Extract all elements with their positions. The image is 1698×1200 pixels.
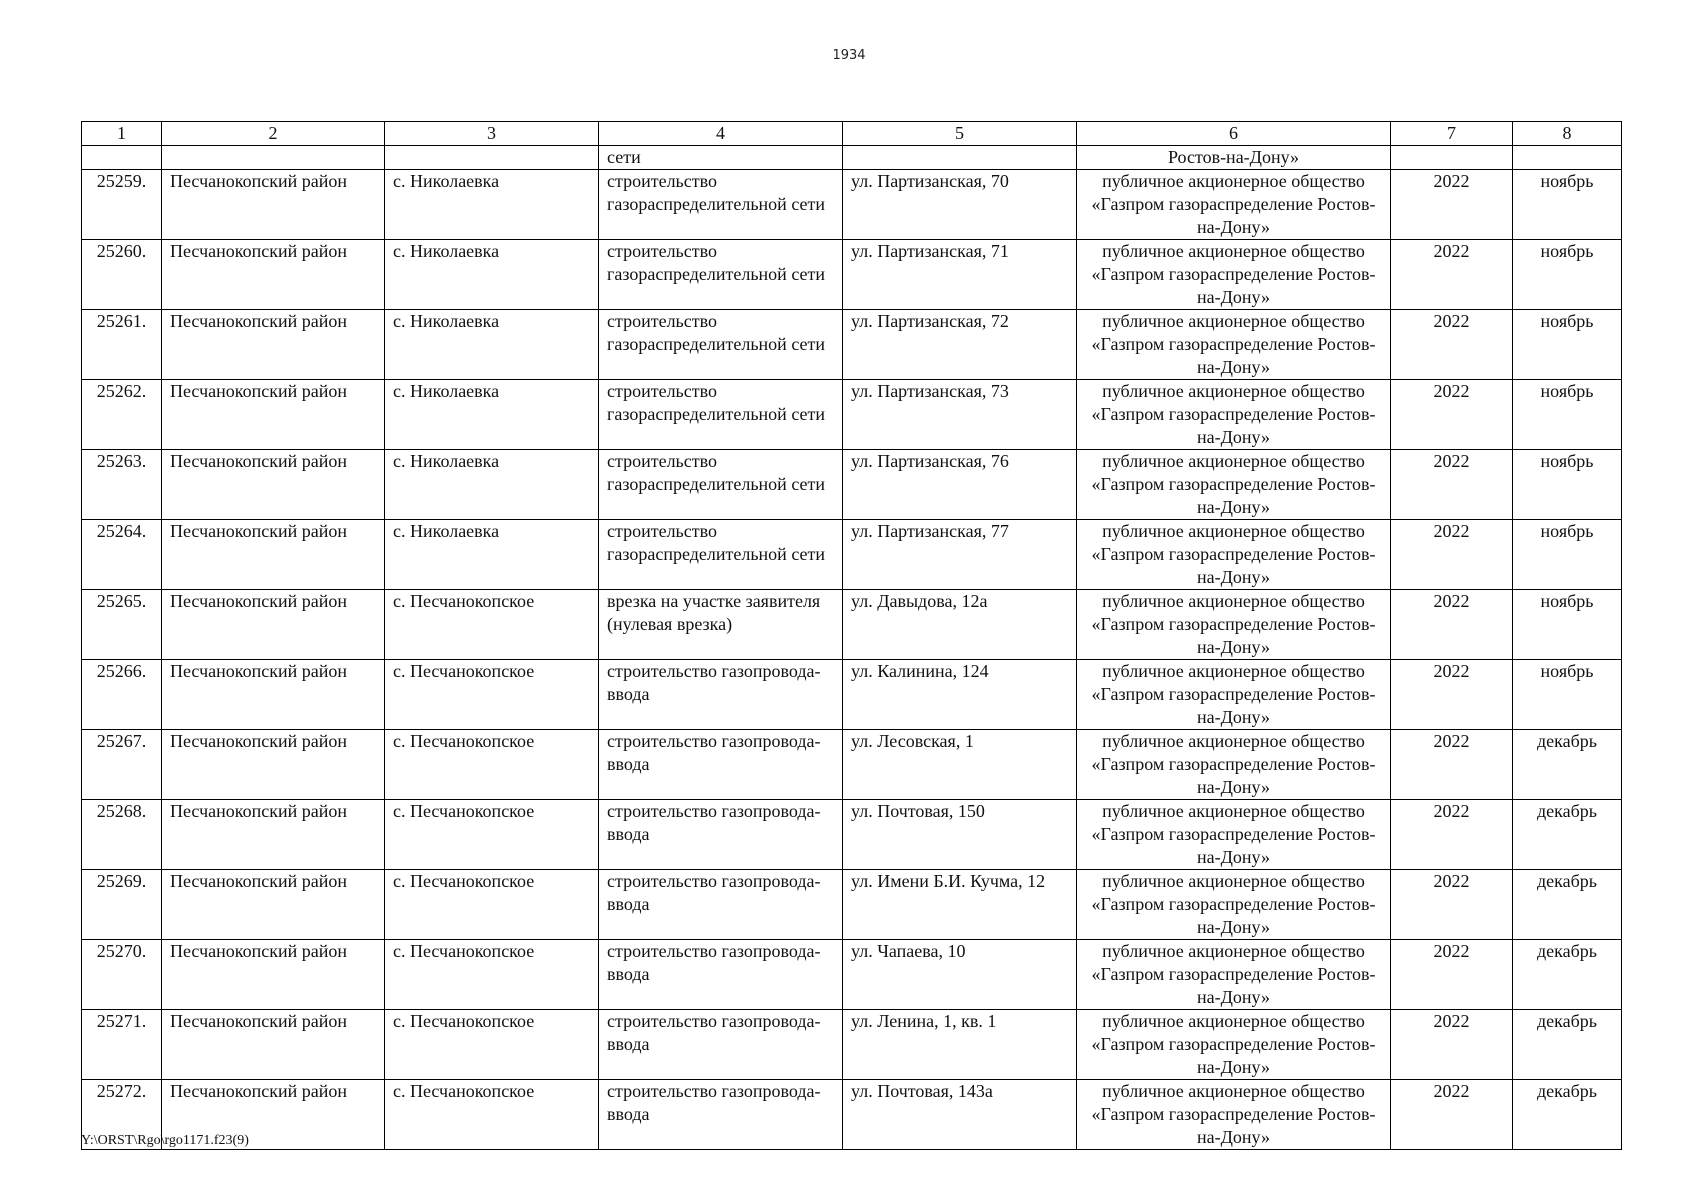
table-row	[82, 1080, 1622, 1150]
cell-number: 25261.	[82, 310, 162, 380]
cell-organization: публичное акционерное общество «Газпром газораспределение Ростов-на-Дону»	[1077, 730, 1391, 800]
table-row	[82, 730, 1622, 800]
cell-address: ул. Имени Б.И. Кучма, 12	[843, 870, 1077, 940]
cell-month: декабрь	[1513, 1010, 1622, 1080]
table-row	[82, 940, 1622, 1010]
cell-organization: публичное акционерное общество «Газпром газораспределение Ростов-на-Дону»	[1077, 940, 1391, 1010]
page-number: 1934	[832, 48, 866, 63]
cell-work-type: строительство газопровода-ввода	[599, 660, 843, 730]
cell-organization: публичное акционерное общество «Газпром газораспределение Ростов-на-Дону»	[1077, 520, 1391, 590]
cell-address: ул. Партизанская, 77	[843, 520, 1077, 590]
cell-address: ул. Партизанская, 72	[843, 310, 1077, 380]
cell-number: 25270.	[82, 940, 162, 1010]
cell-work-type: строительство газопровода-ввода	[599, 1010, 843, 1080]
table-row	[82, 450, 1622, 520]
cell-month: ноябрь	[1513, 450, 1622, 520]
cell-settlement: с. Николаевка	[385, 450, 599, 520]
cell-year: 2022	[1391, 590, 1513, 660]
cell-number: 25264.	[82, 520, 162, 590]
cell-work-type: сети	[599, 146, 843, 170]
cell-settlement: с. Николаевка	[385, 380, 599, 450]
header-cell: 5	[843, 122, 1077, 146]
cell-month: ноябрь	[1513, 170, 1622, 240]
cell-organization: Ростов-на-Дону»	[1077, 146, 1391, 170]
cell-organization: публичное акционерное общество «Газпром газораспределение Ростов-на-Дону»	[1077, 240, 1391, 310]
header-cell: 4	[599, 122, 843, 146]
header-row	[82, 122, 1622, 146]
cell-settlement: с. Песчанокопское	[385, 870, 599, 940]
cell-address: ул. Партизанская, 71	[843, 240, 1077, 310]
cell-organization: публичное акционерное общество «Газпром газораспределение Ростов-на-Дону»	[1077, 590, 1391, 660]
cell-address: ул. Почтовая, 143а	[843, 1080, 1077, 1150]
cell-month: декабрь	[1513, 870, 1622, 940]
cell-district: Песчанокопский район	[162, 590, 385, 660]
cell-work-type: строительство газораспределительной сети	[599, 520, 843, 590]
cell-organization: публичное акционерное общество «Газпром газораспределение Ростов-на-Дону»	[1077, 450, 1391, 520]
cell-work-type: врезка на участке заявителя (нулевая врезка)	[599, 590, 843, 660]
cell-district: Песчанокопский район	[162, 730, 385, 800]
cell-settlement: с. Николаевка	[385, 170, 599, 240]
cell-address: ул. Давыдова, 12а	[843, 590, 1077, 660]
cell-district: Песчанокопский район	[162, 310, 385, 380]
cell-organization: публичное акционерное общество «Газпром газораспределение Ростов-на-Дону»	[1077, 310, 1391, 380]
cell-work-type: строительство газопровода-ввода	[599, 870, 843, 940]
table-row	[82, 870, 1622, 940]
cell-settlement: с. Николаевка	[385, 240, 599, 310]
cell-year: 2022	[1391, 1080, 1513, 1150]
cell-district: Песчанокопский район	[162, 800, 385, 870]
cell-work-type: строительство газопровода-ввода	[599, 1080, 843, 1150]
cell-work-type: строительство газораспределительной сети	[599, 380, 843, 450]
cell-number: 25268.	[82, 800, 162, 870]
cell-year: 2022	[1391, 1010, 1513, 1080]
cell-number: 25259.	[82, 170, 162, 240]
cell-month: ноябрь	[1513, 310, 1622, 380]
cell-number: 25265.	[82, 590, 162, 660]
document-table	[81, 121, 1622, 1150]
table-row	[82, 1010, 1622, 1080]
cell-settlement: с. Песчанокопское	[385, 940, 599, 1010]
cell-year: 2022	[1391, 870, 1513, 940]
cell-month: декабрь	[1513, 1080, 1622, 1150]
cell-organization: публичное акционерное общество «Газпром газораспределение Ростов-на-Дону»	[1077, 800, 1391, 870]
cell-month: ноябрь	[1513, 590, 1622, 660]
cell-district: Песчанокопский район	[162, 660, 385, 730]
cell-address: ул. Почтовая, 150	[843, 800, 1077, 870]
table-row	[82, 660, 1622, 730]
cell-settlement: с. Песчанокопское	[385, 1080, 599, 1150]
cell-number: 25269.	[82, 870, 162, 940]
cell-organization: публичное акционерное общество «Газпром газораспределение Ростов-на-Дону»	[1077, 170, 1391, 240]
footer-file-path: Y:\ORST\Rgo\rgo1171.f23(9)	[81, 1133, 249, 1148]
cell-work-type: строительство газопровода-ввода	[599, 730, 843, 800]
cell-work-type: строительство газораспределительной сети	[599, 240, 843, 310]
cell-number: 25267.	[82, 730, 162, 800]
cell-address: ул. Лесовская, 1	[843, 730, 1077, 800]
cell-month: декабрь	[1513, 800, 1622, 870]
cell-number: 25263.	[82, 450, 162, 520]
header-cell: 8	[1513, 122, 1622, 146]
cell-year: 2022	[1391, 170, 1513, 240]
cell-district: Песчанокопский район	[162, 1080, 385, 1150]
cell-address: ул. Ленина, 1, кв. 1	[843, 1010, 1077, 1080]
cell-number: 25260.	[82, 240, 162, 310]
cell-year: 2022	[1391, 240, 1513, 310]
cell-district: Песчанокопский район	[162, 450, 385, 520]
cell-district: Песчанокопский район	[162, 170, 385, 240]
cell-settlement: с. Николаевка	[385, 520, 599, 590]
cell-settlement: с. Песчанокопское	[385, 800, 599, 870]
cell-district: Песчанокопский район	[162, 940, 385, 1010]
table-row	[82, 520, 1622, 590]
cell-district: Песчанокопский район	[162, 240, 385, 310]
cell-work-type: строительство газораспределительной сети	[599, 170, 843, 240]
table-row	[82, 310, 1622, 380]
cell-year: 2022	[1391, 940, 1513, 1010]
cell-month: ноябрь	[1513, 660, 1622, 730]
cell-month: декабрь	[1513, 940, 1622, 1010]
cell-settlement: с. Песчанокопское	[385, 590, 599, 660]
cell-organization: публичное акционерное общество «Газпром газораспределение Ростов-на-Дону»	[1077, 380, 1391, 450]
cell-address: ул. Партизанская, 76	[843, 450, 1077, 520]
cell-settlement: с. Песчанокопское	[385, 660, 599, 730]
cell-district: Песчанокопский район	[162, 1010, 385, 1080]
header-cell: 3	[385, 122, 599, 146]
cell-year: 2022	[1391, 310, 1513, 380]
cell-organization: публичное акционерное общество «Газпром газораспределение Ростов-на-Дону»	[1077, 1010, 1391, 1080]
table-row	[82, 170, 1622, 240]
cell-number: 25266.	[82, 660, 162, 730]
cell-number: 25271.	[82, 1010, 162, 1080]
cell-settlement: с. Песчанокопское	[385, 1010, 599, 1080]
cell-organization: публичное акционерное общество «Газпром газораспределение Ростов-на-Дону»	[1077, 870, 1391, 940]
cell-month: декабрь	[1513, 730, 1622, 800]
table-row	[82, 590, 1622, 660]
cell-address: ул. Калинина, 124	[843, 660, 1077, 730]
table-row	[82, 380, 1622, 450]
header-cell: 7	[1391, 122, 1513, 146]
cell-month: ноябрь	[1513, 380, 1622, 450]
cell-work-type: строительство газопровода-ввода	[599, 800, 843, 870]
header-cell: 1	[82, 122, 162, 146]
cell-number: 25262.	[82, 380, 162, 450]
cell-year: 2022	[1391, 380, 1513, 450]
cell-address: ул. Партизанская, 73	[843, 380, 1077, 450]
cell-year: 2022	[1391, 730, 1513, 800]
cell-address: ул. Партизанская, 70	[843, 170, 1077, 240]
cell-work-type: строительство газораспределительной сети	[599, 310, 843, 380]
cell-number: 25272.	[82, 1080, 162, 1150]
cell-organization: публичное акционерное общество «Газпром газораспределение Ростов-на-Дону»	[1077, 660, 1391, 730]
cell-address: ул. Чапаева, 10	[843, 940, 1077, 1010]
cell-work-type: строительство газораспределительной сети	[599, 450, 843, 520]
cell-year: 2022	[1391, 660, 1513, 730]
cell-settlement: с. Николаевка	[385, 310, 599, 380]
table-row	[82, 240, 1622, 310]
table-row	[82, 800, 1622, 870]
cell-work-type: строительство газопровода-ввода	[599, 940, 843, 1010]
cell-district: Песчанокопский район	[162, 380, 385, 450]
header-cell: 6	[1077, 122, 1391, 146]
continuation-row	[82, 146, 1622, 170]
cell-year: 2022	[1391, 800, 1513, 870]
header-cell: 2	[162, 122, 385, 146]
cell-organization: публичное акционерное общество «Газпром газораспределение Ростов-на-Дону»	[1077, 1080, 1391, 1150]
cell-district: Песчанокопский район	[162, 520, 385, 590]
cell-year: 2022	[1391, 520, 1513, 590]
cell-district: Песчанокопский район	[162, 870, 385, 940]
cell-month: ноябрь	[1513, 520, 1622, 590]
cell-settlement: с. Песчанокопское	[385, 730, 599, 800]
cell-year: 2022	[1391, 450, 1513, 520]
cell-month: ноябрь	[1513, 240, 1622, 310]
